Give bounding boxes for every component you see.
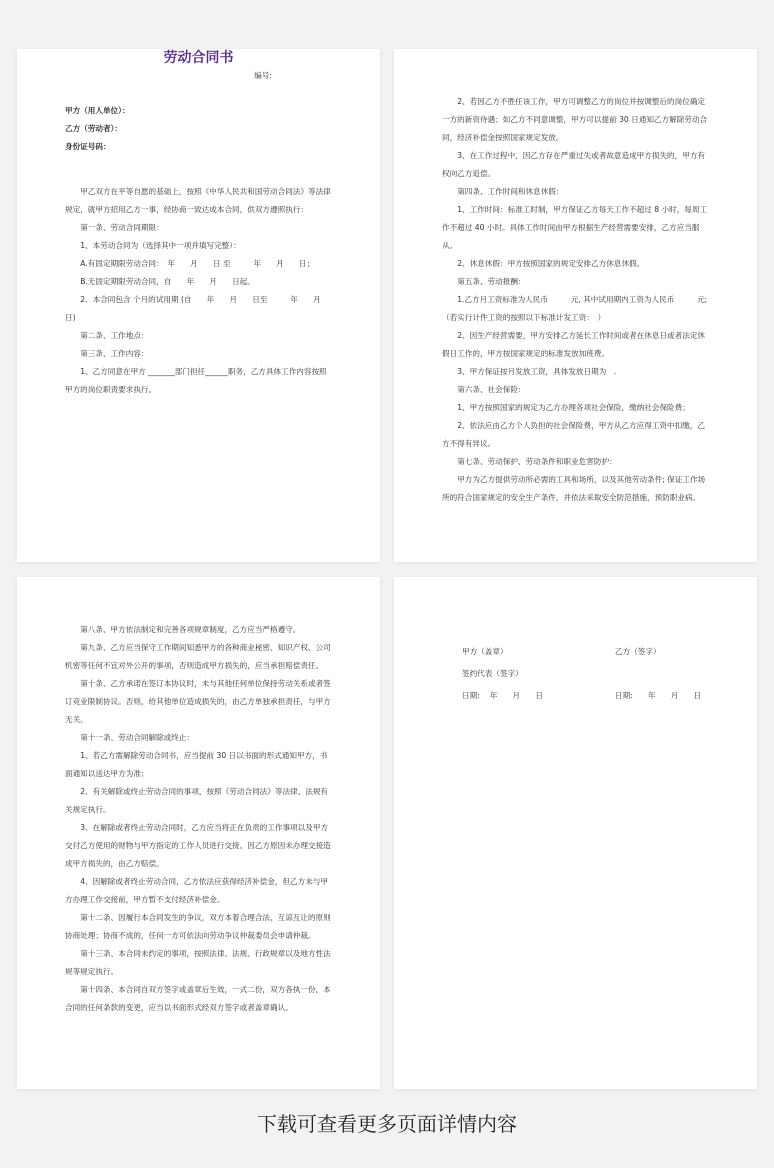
party-a-date-label: 日期: 年 月 日 (462, 691, 543, 700)
paragraph: 2、若因乙方不胜任该工作，甲方可调整乙方的岗位并按调整后的岗位确定一方的新资待遇；如乙方不同意调整，甲方可以提前 30 日通知乙方解除劳动合同，经济补偿金按照国家规定发放。 (442, 97, 708, 142)
page-3-body (65, 621, 332, 1017)
paragraph: 第九条、乙方应当保守工作期间知悉甲方的各种商业秘密、知识产权、公司机密等任何不宜对外公开的事项，否则造成甲方损失的，应当承担赔偿责任。 (65, 643, 331, 670)
serial-number-label: 编号: (254, 71, 272, 80)
paragraph: 第五条、劳动报酬： (457, 277, 526, 286)
paragraph: 1.乙方月工资标准为人民币 元, 其中试用期内工资为人民币 元;（若实行计件工资的按照以下标准计发工资： ） (442, 295, 708, 322)
paragraph: 3、甲方保证按月发放工资，具体发放日期为 . (457, 367, 617, 376)
party-b-sign-label: 乙方（签字） (615, 647, 661, 656)
paragraph: 1、本劳动合同为（选择其中一项并填写完整）： (80, 241, 241, 250)
paragraph: A.有固定期限劳动合同： 年 月 日 至 年 月 日； (80, 259, 315, 268)
paragraph: 4、因解除或者终止劳动合同，乙方依法应获得经济补偿金，但乙方未与甲方办理工作交接前，甲方暂不支付经济补偿金。 (65, 877, 329, 904)
paragraph: 第十二条、因履行本合同发生的争议，双方本着合理合法、互谅互让的原则协商处理；协商不成的，任何一方可依法向劳动争议仲裁委员会申请仲裁。 (65, 913, 331, 940)
paragraph: 2、有关解除或终止劳动合同的事项，按照《劳动合同法》等法律、法规有关规定执行。 (65, 787, 329, 814)
paragraph: 第七条、劳动保护、劳动条件和职业危害防护： (457, 457, 617, 466)
page-2-body (442, 93, 709, 507)
paragraph: 2、休息休假：甲方按照国家的规定安排乙方休息休假。 (457, 259, 645, 268)
paragraph: 第八条、甲方依法制定和完善各项规章制度，乙方应当严格遵守。 (80, 625, 301, 634)
contract-page-4 (394, 577, 757, 1089)
paragraph: 1、若乙方需解除劳动合同书，应当提前 30 日以书面的形式通知甲方，书面通知以送达甲方为准； (65, 751, 328, 778)
document-title: 劳动合同书 (163, 50, 234, 66)
paragraph: 第六条、社会保险： (457, 385, 526, 394)
paragraph: B.无固定期限劳动合同，自 年 月 日起。 (80, 277, 255, 286)
paragraph: 第十三条、本合同未约定的事项，按照法律、法规、行政规章以及地方性法规等规定执行。 (65, 949, 331, 976)
download-more-caption: 下载可查看更多页面详情内容 (257, 1112, 517, 1136)
paragraph: 3、在解除或者终止劳动合同时，乙方应当将正在负责的工作事项以及甲方交付乙方使用的财物与甲方指定的工作人员进行交接。因乙方原因未办理交接造成甲方损失的，由乙方赔偿。 (65, 823, 331, 868)
paragraph: 第二条、工作地点： (80, 331, 149, 340)
paragraph: 第三条、工作内容： (80, 349, 149, 358)
party-b-label: 乙方（劳动者）： (65, 124, 122, 133)
paragraph: 第十四条、本合同自双方签字或盖章后生效，一式二份，双方各执一份，本合同的任何条款的变更，应当以书面形式经双方签字或者盖章确认。 (65, 985, 331, 1012)
paragraph: 1、甲方按照国家的规定为乙方办理各项社会保险，缴纳社会保险费； (457, 403, 690, 412)
paragraph: 2、依法应由乙方个人负担的社会保险费，甲方从乙方应得工资中扣缴，乙方不得有异议。 (442, 421, 706, 448)
paragraph: 3、在工作过程中，因乙方存在严重过失或者故意造成甲方损失的，甲方有权向乙方追偿。 (442, 151, 706, 178)
party-a-seal-label: 甲方（盖章） (462, 647, 508, 656)
paragraph: 第十一条、劳动合同解除或终止： (80, 733, 195, 742)
contract-page-2 (394, 49, 757, 562)
signature-block (442, 643, 709, 705)
paragraph: 甲乙双方在平等自愿的基础上，按照《中华人民共和国劳动合同法》等法律规定，就甲方招用乙方一事，经协商一致达成本合同，供双方遵照执行： (65, 187, 331, 214)
contract-page-1 (17, 49, 380, 562)
id-number-label: 身份证号码： (65, 142, 111, 151)
party-b-date-label: 日期: 年 月 日 (615, 691, 702, 700)
paragraph: 2、因生产经营需要，甲方安排乙方延长工作时间或者在休息日或者法定休假日工作的，甲方按国家规定的标准发放加班费。 (442, 331, 706, 358)
party-a-label: 甲方（用人单位）： (65, 106, 130, 115)
contract-page-3 (17, 577, 380, 1089)
paragraph: 2、本合同包含 个月的试用期 (自 年 月 日至 年 月 日) (65, 295, 336, 322)
paragraph: 第四条、工作时间和休息休假： (457, 187, 564, 196)
paragraph: 甲方为乙方提供劳动所必需的工具和场所，以及其他劳动条件; 保证工作场所的符合国家规定的安全生产条件，并依法采取安全防范措施，预防职业病。 (442, 475, 706, 502)
signatory-label: 签约代表（签字） (462, 669, 523, 678)
paragraph: 第一条、劳动合同期限： (80, 223, 164, 232)
page-1-body (65, 183, 336, 399)
paragraph: 第十条、乙方承诺在签订本协议时，未与其他任何单位保持劳动关系或者签订竞业限制协议。否则，给其他单位造成损失的，由乙方单独承担责任，与甲方无关。 (65, 679, 331, 724)
paragraph: 1、乙方同意在甲方 _______部门担任______职务，乙方具体工作内容按照甲方的岗位职责要求执行。 (65, 367, 327, 394)
paragraph: 1、工作时间：标准工时制，甲方保证乙方每天工作不超过 8 小时，每周工作不超过 40 小时。具体工作时间由甲方根据生产经营需要安排，乙方应当服从。 (442, 205, 708, 250)
